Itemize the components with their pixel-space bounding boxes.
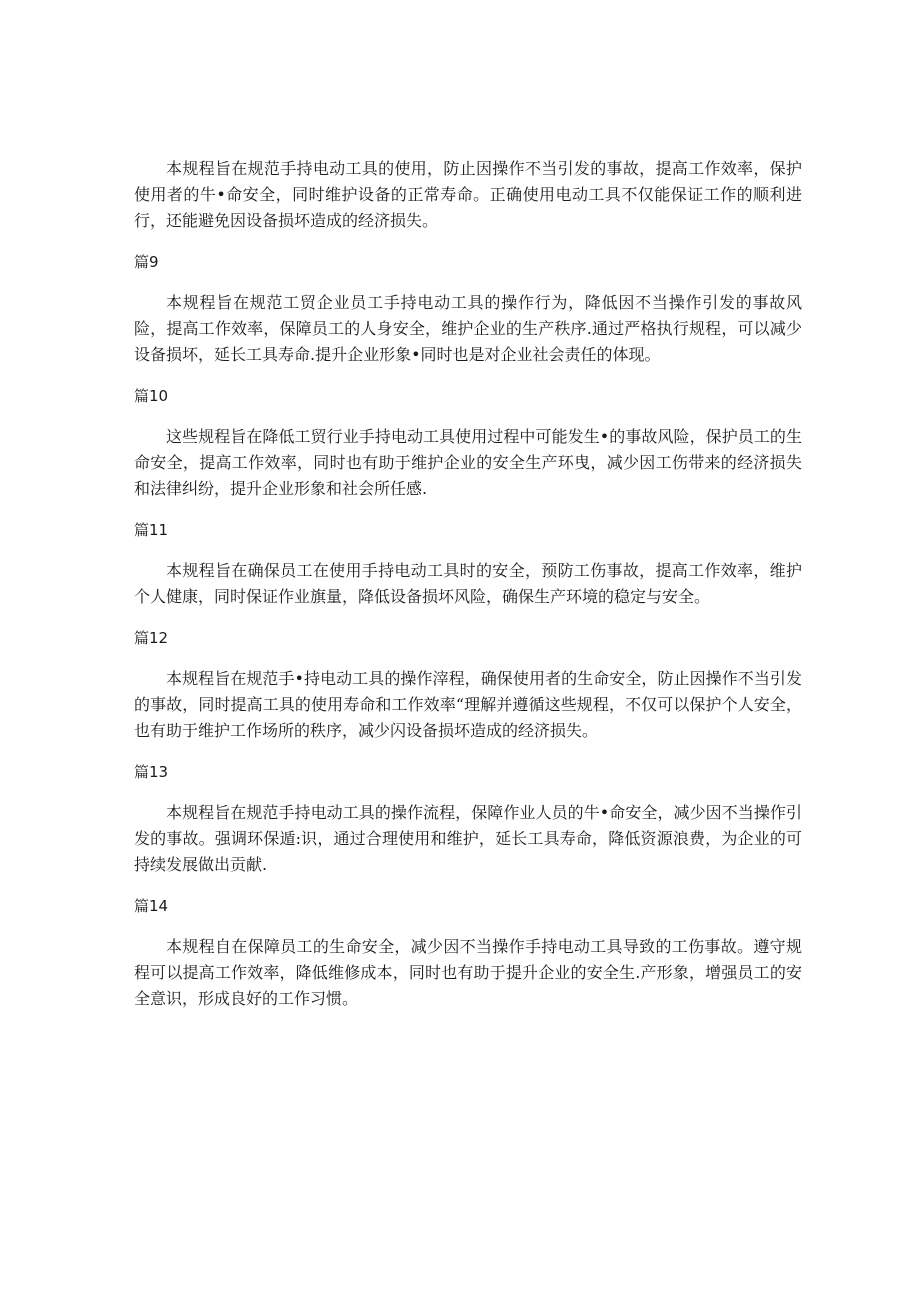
section-heading-13: 篇13: [134, 763, 169, 781]
section-heading-11: 篇11: [134, 521, 169, 539]
section-heading-9: 篇9: [134, 253, 159, 271]
intro-paragraph: 本规程旨在规范手持电动工具的使用，防止因操作不当引发的事故，提高工作效率，保护使用者的牛•命安全，同时维护设备的正常寿命。正确使用电动工具不仅能保证工作的顺利进行，还能避免因设备损坏造成的经济损失。: [134, 159, 802, 230]
document-body: [134, 156, 802, 1012]
section-paragraph-14: 本规程自在保障员工的生命安全，减少因不当操作手持电动工具导致的工伤事故。遵守规程可以提高工作效率，降低维修成本，同时也有助于提升企业的安全生.产形象，增强员工的安全意识，形成良好的工作习惯。: [134, 937, 802, 1008]
section-paragraph-9: 本规程旨在规范工贸企业员工手持电动工具的操作行为，降低因不当操作引发的事故风险，提高工作效率，保障员工的人身安全，维护企业的生产秩序.通过严格执行规程，可以减少设备损坏，延长工具寿命.提升企业形象•同时也是对企业社会责任的体现。: [134, 293, 802, 364]
section-heading-10: 篇10: [134, 387, 169, 405]
section-heading-12: 篇12: [134, 629, 169, 647]
section-paragraph-10: 这些规程旨在降低工贸行业手持电动工具使用过程中可能发生•的事故风险，保护员工的生命安全，提高工作效率，同时也有助于维护企业的安全生产环曳，减少因工伤带来的经济损失和法律纠纷，提升企业形象和社会所任感.: [134, 427, 802, 498]
section-paragraph-13: 本规程旨在规范手持电动工具的操作流程，保障作业人员的牛•命安全，减少因不当操作引发的事故。强调环保遁:识，通过合理使用和维护，延长工具寿命，降低资源浪费，为企业的可持续发展做出贡献.: [134, 803, 802, 874]
section-paragraph-11: 本规程旨在确保员工在使用手持电动工具时的安全，预防工伤事故，提高工作效率，维护个人健康，同时保证作业旗量，降低设备损坏风险，确保生产环境的稳定与安全。: [134, 561, 802, 606]
section-paragraph-12: 本规程旨在规范手•持电动工具的操作滓程，确保使用者的生命安全，防止因操作不当引发的事故，同时提高工具的使用寿命和工作效率“理解并遵循这些规程，不仅可以保护个人安全，也有助于维护工作场所的秩序，减少闪设备损坏造成的经济损失。: [134, 669, 802, 740]
section-heading-14: 篇14: [134, 897, 169, 915]
